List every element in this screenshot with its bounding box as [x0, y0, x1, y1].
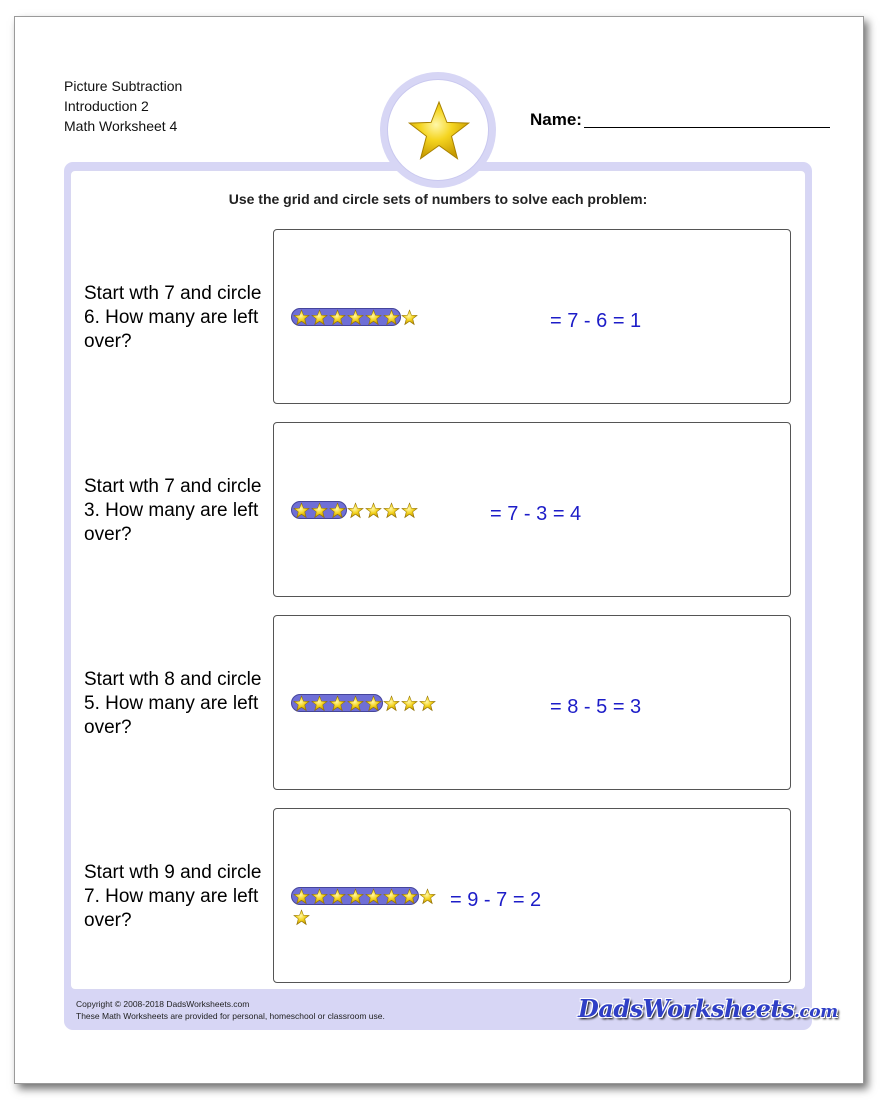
circled-star-icon	[311, 309, 328, 326]
star-icon	[383, 695, 400, 712]
star-badge	[380, 72, 496, 188]
circled-star-icon	[347, 309, 364, 326]
circled-star-icon	[293, 888, 310, 905]
circled-star-icon	[329, 888, 346, 905]
star-icon	[401, 695, 418, 712]
problem-question: Start wth 8 and circle 5. How many are left over?	[84, 669, 262, 738]
problem-question: Start wth 7 and circle 3. How many are left over?	[84, 476, 262, 545]
circled-star-icon	[329, 502, 346, 519]
answer-equation: = 7 - 6 = 1	[550, 310, 642, 332]
circled-star-icon	[347, 888, 364, 905]
circled-star-icon	[311, 888, 328, 905]
answer-box[interactable]	[273, 615, 791, 790]
answer-box[interactable]	[273, 229, 791, 404]
answer-equation: = 7 - 3 = 4	[490, 503, 582, 525]
star-icon	[419, 888, 436, 905]
star-icon	[383, 502, 400, 519]
problem-question: Start wth 9 and circle 7. How many are left over?	[84, 862, 262, 931]
star-icon	[293, 909, 310, 926]
footer-text	[76, 998, 385, 1022]
answer-equation: = 9 - 7 = 2	[450, 889, 542, 911]
name-label: Name:	[530, 110, 582, 129]
star-icon	[406, 98, 472, 164]
circled-star-icon	[383, 309, 400, 326]
circled-star-icon	[311, 695, 328, 712]
circled-star-icon	[365, 888, 382, 905]
circled-star-icon	[329, 309, 346, 326]
star-icon	[401, 502, 418, 519]
star-icon	[401, 309, 418, 326]
answer-box[interactable]	[273, 422, 791, 597]
copyright-text: Copyright © 2008-2018 DadsWorksheets.com	[76, 999, 250, 1009]
answer-equation: = 8 - 5 = 3	[550, 696, 642, 718]
instructions: Use the grid and circle sets of numbers to solve each problem:	[228, 191, 648, 207]
circled-star-icon	[347, 695, 364, 712]
circled-star-icon	[365, 695, 382, 712]
problem-question: Start wth 7 and circle 6. How many are left over?	[84, 283, 262, 352]
star-icon	[419, 695, 436, 712]
star-icon	[365, 502, 382, 519]
star-icon	[347, 502, 364, 519]
name-field[interactable]	[584, 127, 830, 128]
worksheet-number: Math Worksheet 4	[64, 118, 178, 134]
circled-star-icon	[293, 695, 310, 712]
worksheet-subtitle: Introduction 2	[64, 98, 149, 114]
worksheet-title: Picture Subtraction	[64, 78, 183, 94]
circled-star-icon	[401, 888, 418, 905]
circled-star-icon	[293, 309, 310, 326]
circled-star-icon	[383, 888, 400, 905]
dadsworksheets-logo[interactable]: DadsWorksheets.com	[578, 994, 838, 1023]
answer-box[interactable]	[273, 808, 791, 983]
circled-star-icon	[293, 502, 310, 519]
circled-star-icon	[365, 309, 382, 326]
circled-star-icon	[329, 695, 346, 712]
worksheet-title-block	[64, 76, 182, 136]
usage-text: These Math Worksheets are provided for personal, homeschool or classroom use.	[76, 1011, 385, 1021]
circled-star-icon	[311, 502, 328, 519]
